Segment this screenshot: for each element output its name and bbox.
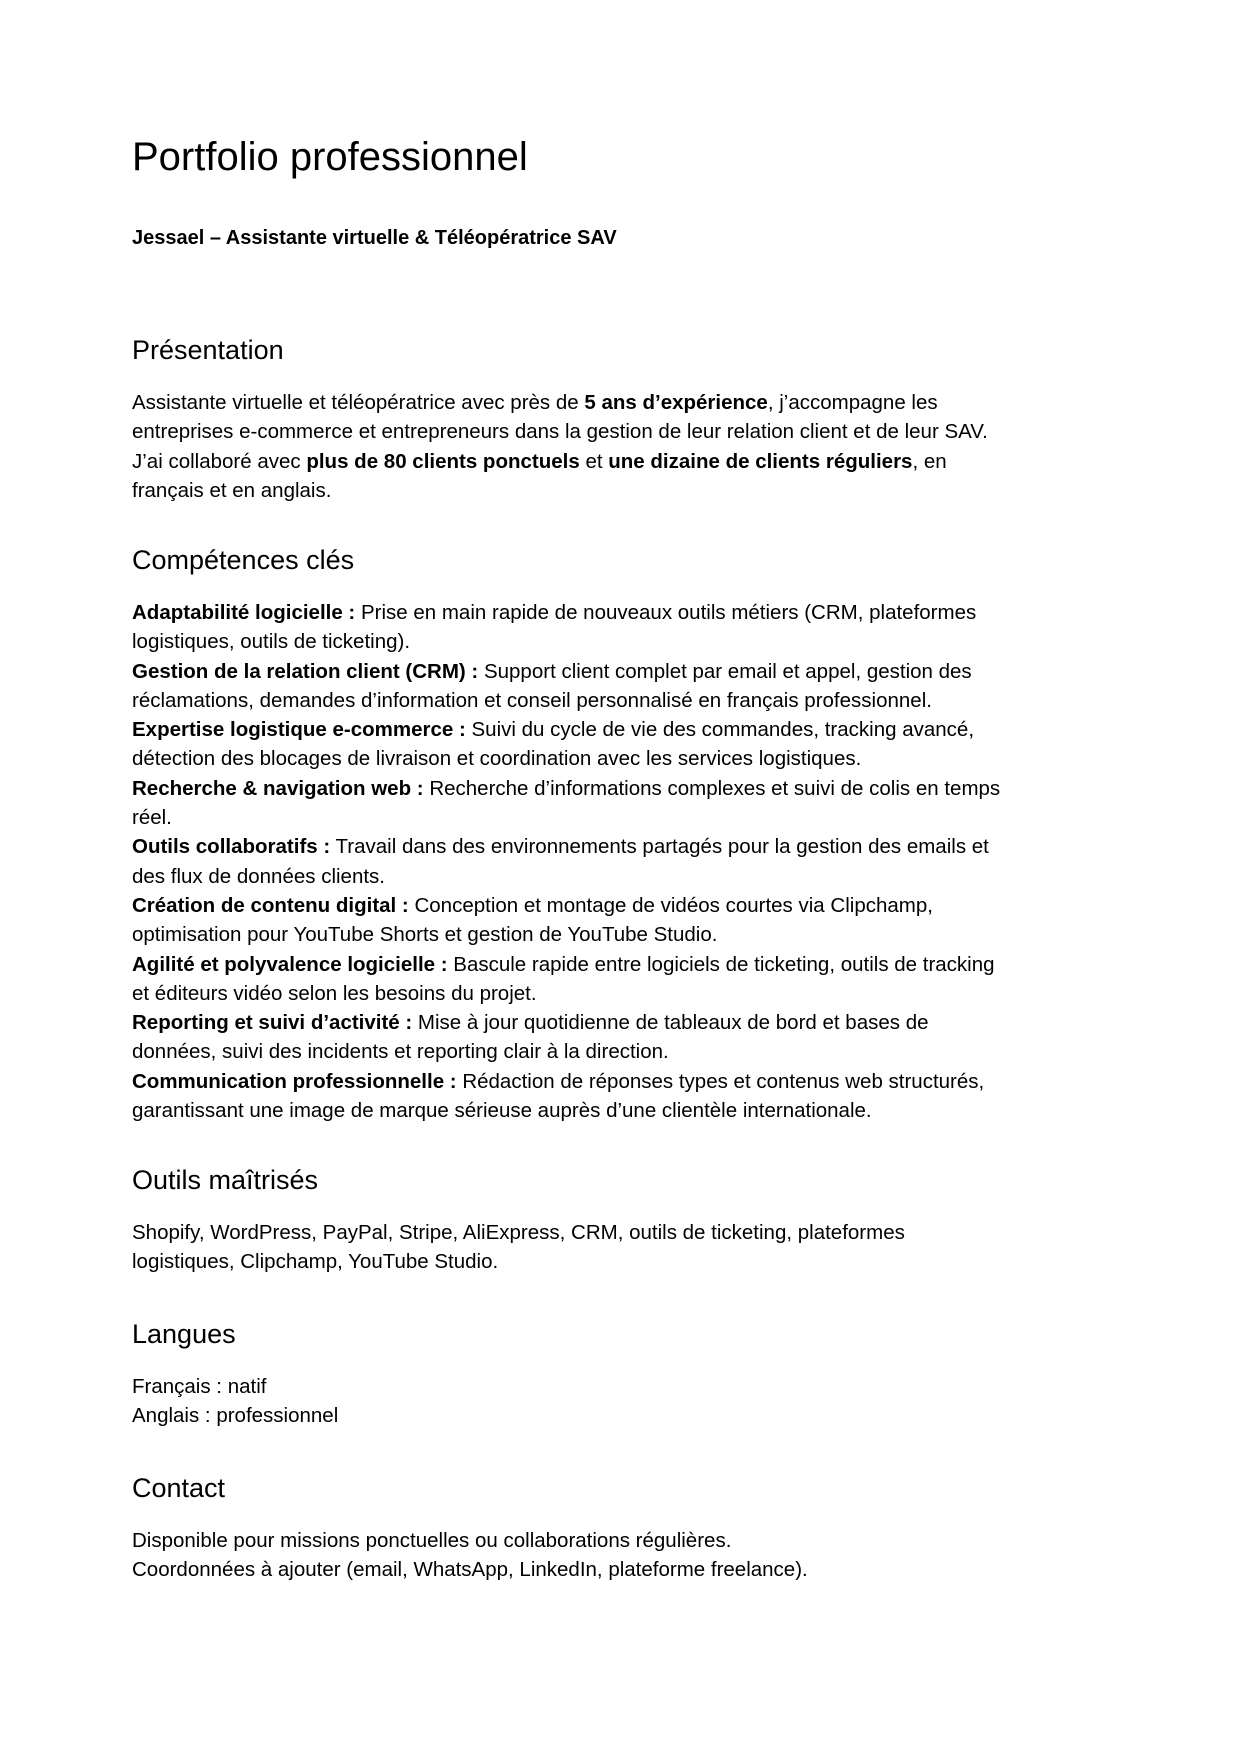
competence-label: Adaptabilité logicielle : bbox=[132, 601, 356, 624]
highlight-ponctuels: plus de 80 clients ponctuels bbox=[306, 449, 580, 473]
presentation-line bbox=[132, 447, 1112, 476]
outils-line: Shopify, WordPress, PayPal, Stripe, AliExpress, CRM, outils de ticketing, plateformes bbox=[132, 1221, 905, 1244]
competence-item bbox=[132, 715, 1112, 744]
section-heading-langues: Langues bbox=[132, 1319, 236, 1349]
contact-paragraph bbox=[132, 1526, 1112, 1585]
competence-item bbox=[132, 657, 1112, 686]
langue-item: Anglais : professionnel bbox=[132, 1404, 339, 1428]
outils-line: logistiques, Clipchamp, YouTube Studio. bbox=[132, 1250, 499, 1274]
competence-item bbox=[132, 598, 1112, 627]
langues-list bbox=[132, 1372, 1112, 1431]
competence-text: Rédaction de réponses types et contenus web structurés, bbox=[456, 1069, 985, 1093]
highlight-reguliers: une dizaine de clients réguliers bbox=[608, 449, 913, 473]
competence-text: Prise en main rapide de nouveaux outils métiers (CRM, plateformes bbox=[355, 601, 977, 624]
competence-text: logistiques, outils de ticketing). bbox=[132, 630, 411, 654]
competence-text: détection des blocages de livraison et coordination avec les services logistiques. bbox=[132, 747, 862, 771]
competence-item bbox=[132, 832, 1112, 861]
presentation-line: entreprises e-commerce et entrepreneurs dans la gestion de leur relation client et de leur SAV. bbox=[132, 420, 988, 444]
competence-item bbox=[132, 1008, 1112, 1037]
presentation-paragraph bbox=[132, 388, 1112, 505]
competence-label: Expertise logistique e-commerce : bbox=[132, 718, 466, 742]
competence-label: Reporting et suivi d’activité : bbox=[132, 1011, 413, 1035]
section-heading-contact: Contact bbox=[132, 1473, 226, 1503]
langue-item: Français : natif bbox=[132, 1375, 267, 1398]
competence-text: Recherche d’informations complexes et suivi de colis en temps bbox=[423, 776, 1001, 800]
outils-paragraph bbox=[132, 1218, 1112, 1277]
competence-text: Suivi du cycle de vie des commandes, tracking avancé, bbox=[465, 718, 975, 742]
competence-text: Mise à jour quotidienne de tableaux de bord et bases de bbox=[412, 1011, 929, 1035]
competence-text: Conception et montage de vidéos courtes via Clipchamp, bbox=[408, 893, 933, 917]
document-title: Portfolio professionnel bbox=[132, 135, 528, 179]
section-heading-presentation: Présentation bbox=[132, 335, 284, 365]
text-run: Assistante virtuelle et téléopératrice avec près de bbox=[132, 391, 585, 414]
competence-text: Support client complet par email et appel, gestion des bbox=[478, 659, 972, 683]
contact-line: Disponible pour missions ponctuelles ou collaborations régulières. bbox=[132, 1529, 732, 1552]
presentation-line bbox=[132, 388, 1112, 417]
competence-label: Création de contenu digital : bbox=[132, 893, 409, 917]
competence-text: données, suivi des incidents et reporting clair à la direction. bbox=[132, 1040, 669, 1064]
competence-label: Agilité et polyvalence logicielle : bbox=[132, 952, 448, 976]
contact-line: Coordonnées à ajouter (email, WhatsApp, LinkedIn, plateforme freelance). bbox=[132, 1558, 808, 1582]
presentation-line: français et en anglais. bbox=[132, 478, 332, 502]
competence-item bbox=[132, 891, 1112, 920]
competence-text: Bascule rapide entre logiciels de ticketing, outils de tracking bbox=[447, 952, 995, 976]
competence-text: optimisation pour YouTube Shorts et gestion de YouTube Studio. bbox=[132, 923, 718, 947]
document-subtitle: Jessael – Assistante virtuelle & Téléopératrice SAV bbox=[132, 227, 617, 249]
competence-text: des flux de données clients. bbox=[132, 864, 385, 888]
text-run: et bbox=[579, 449, 609, 473]
competence-item bbox=[132, 950, 1112, 979]
text-run: , en bbox=[912, 449, 947, 473]
text-run: , j’accompagne les bbox=[767, 391, 938, 414]
competence-label: Gestion de la relation client (CRM) : bbox=[132, 659, 479, 683]
competence-text: et éditeurs vidéo selon les besoins du projet. bbox=[132, 981, 537, 1005]
text-run: J’ai collaboré avec bbox=[132, 449, 307, 473]
competence-text: réclamations, demandes d’information et conseil personnalisé en français professionnel. bbox=[132, 688, 932, 712]
competence-label: Recherche & navigation web : bbox=[132, 776, 424, 800]
competence-item bbox=[132, 774, 1112, 803]
section-heading-outils: Outils maîtrisés bbox=[132, 1165, 319, 1195]
competence-text: Travail dans des environnements partagés pour la gestion des emails et bbox=[330, 835, 989, 859]
competence-item bbox=[132, 1067, 1112, 1096]
highlight-experience: 5 ans d’expérience bbox=[584, 391, 768, 414]
competences-list bbox=[132, 598, 1112, 1125]
competence-text: réel. bbox=[132, 806, 172, 830]
section-heading-competences: Compétences clés bbox=[132, 545, 355, 575]
competence-label: Outils collaboratifs : bbox=[132, 835, 331, 859]
competence-label: Communication professionnelle : bbox=[132, 1069, 457, 1093]
competence-text: garantissant une image de marque sérieuse auprès d’une clientèle internationale. bbox=[132, 1099, 872, 1123]
